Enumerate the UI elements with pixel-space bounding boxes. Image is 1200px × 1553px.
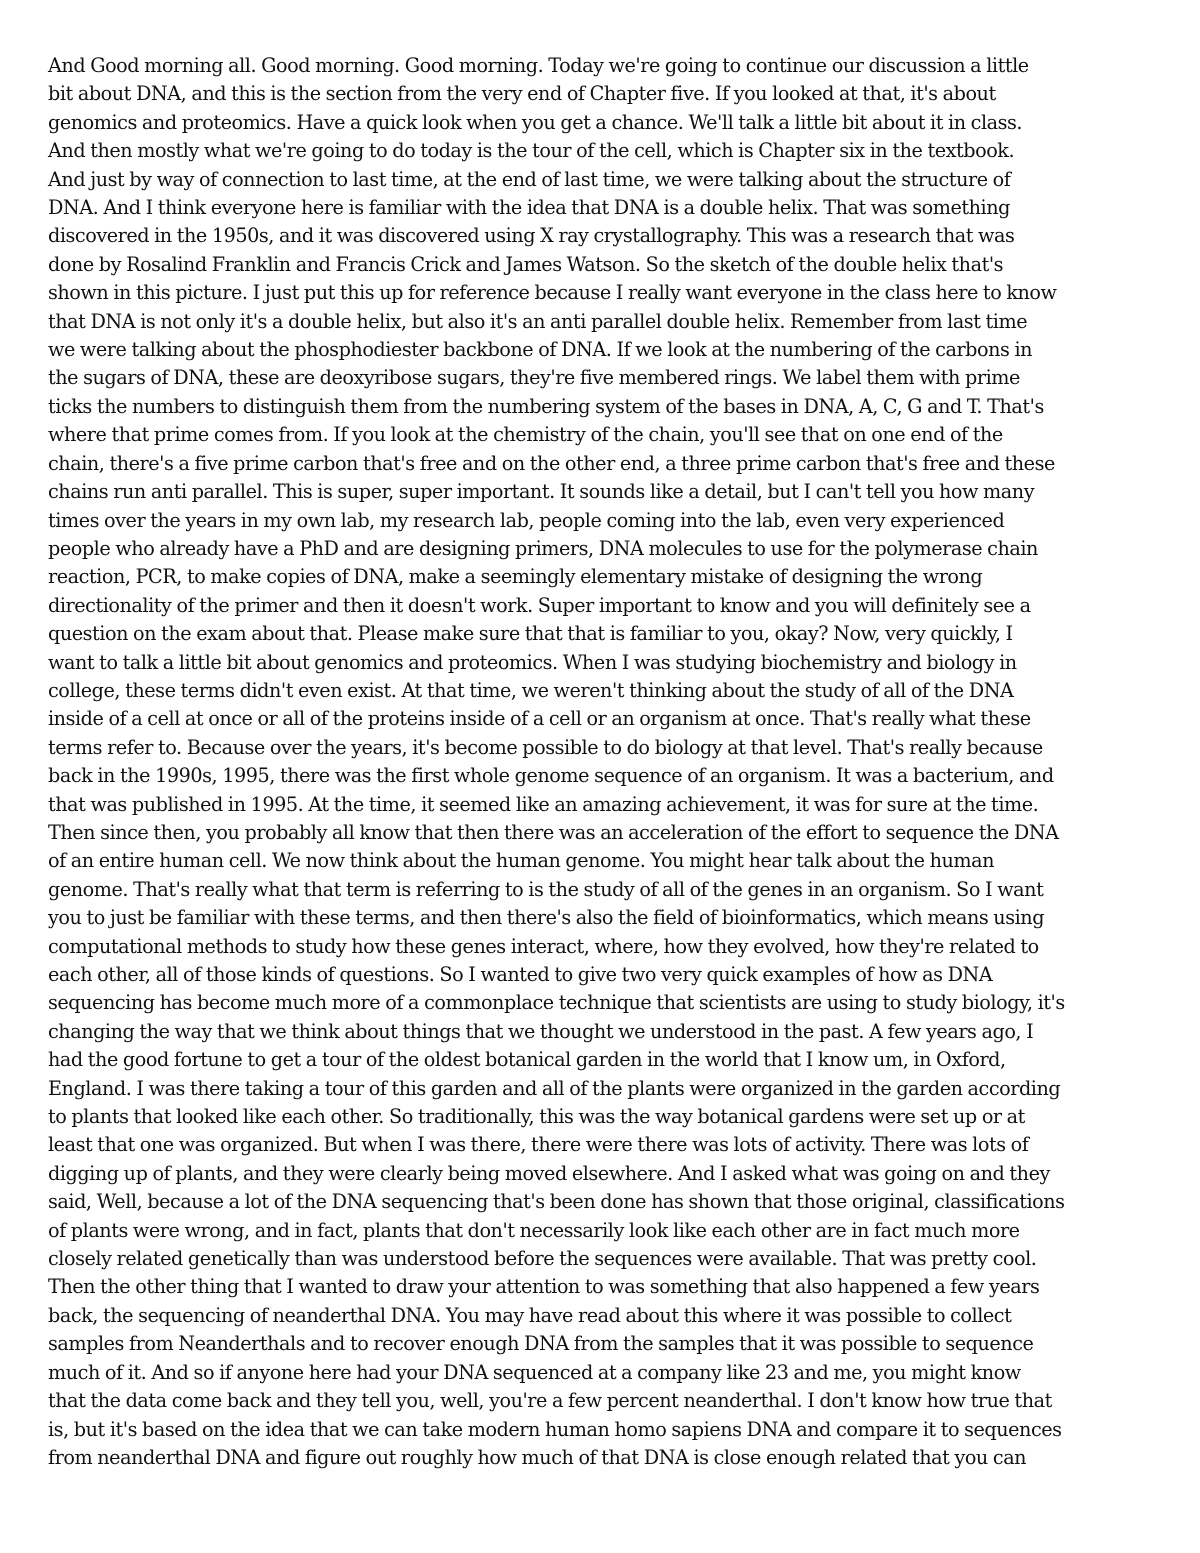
text-line: we were talking about the phosphodiester backbone of DNA. If we look at the numbering of the carbons in <box>48 338 1033 362</box>
text-line: computational methods to study how these genes interact, where, how they evolved, how they're related to <box>48 934 1039 958</box>
text-line: reaction, PCR, to make copies of DNA, make a seemingly elementary mistake of designing the wrong <box>48 565 983 589</box>
text-line: Then since then, you probably all know that then there was an acceleration of the effort to sequence the DNA <box>48 820 1059 844</box>
text-line: least that one was organized. But when I was there, there were there was lots of activity. There was lots of <box>48 1133 1029 1157</box>
text-line: that the data come back and they tell you, well, you're a few percent neanderthal. I don't know how true that <box>48 1389 1052 1413</box>
text-line: college, these terms didn't even exist. At that time, we weren't thinking about the study of all of the DNA <box>48 678 1014 702</box>
text-line: samples from Neanderthals and to recover enough DNA from the samples that it was possible to sequence <box>48 1332 1034 1356</box>
text-line: bit about DNA, and this is the section from the very end of Chapter five. If you looked at that, it's about <box>48 82 996 106</box>
text-line: want to talk a little bit about genomics and proteomics. When I was studying biochemistry and biology in <box>48 650 1017 674</box>
text-line: inside of a cell at once or all of the proteins inside of a cell or an organism at once. That's really what these <box>48 707 1031 731</box>
text-line: to plants that looked like each other. So traditionally, this was the way botanical gardens were set up or at <box>48 1105 1025 1129</box>
text-line: changing the way that we think about things that we thought we understood in the past. A few years ago, I <box>48 1019 1034 1043</box>
text-line: that DNA is not only it's a double helix, but also it's an anti parallel double helix. Remember from last time <box>48 309 1028 333</box>
text-line: chains run anti parallel. This is super, super important. It sounds like a detail, but I can't tell you how many <box>48 480 1035 504</box>
transcript-text <box>48 52 1158 1472</box>
text-line: DNA. And I think everyone here is familiar with the idea that DNA is a double helix. That was something <box>48 196 1010 220</box>
text-line: discovered in the 1950s, and it was discovered using X ray crystallography. This was a research that was <box>48 224 1015 248</box>
text-line: where that prime comes from. If you look at the chemistry of the chain, you'll see that on one end of the <box>48 423 1003 447</box>
text-line: of plants were wrong, and in fact, plants that don't necessarily look like each other are in fact much more <box>48 1218 1020 1242</box>
text-line: England. I was there taking a tour of this garden and all of the plants were organized in the garden according <box>48 1076 1061 1100</box>
text-line: the sugars of DNA, these are deoxyribose sugars, they're five membered rings. We label them with prime <box>48 366 1020 390</box>
text-line: is, but it's based on the idea that we can take modern human homo sapiens DNA and compare it to sequences <box>48 1417 1062 1441</box>
text-line: you to just be familiar with these terms, and then there's also the field of bioinformatics, which means using <box>48 906 1045 930</box>
text-line: times over the years in my own lab, my research lab, people coming into the lab, even very experienced <box>48 508 1005 532</box>
text-line: And just by way of connection to last time, at the end of last time, we were talking about the structure of <box>48 167 1011 191</box>
text-line: each other, all of those kinds of questions. So I wanted to give two very quick examples of how as DNA <box>48 963 993 986</box>
text-line: directionality of the primer and then it doesn't work. Super important to know and you will definitely see a <box>48 593 1031 617</box>
text-line: people who already have a PhD and are designing primers, DNA molecules to use for the polymerase chain <box>48 536 1038 560</box>
text-line: closely related genetically than was understood before the sequences were available. That was pretty cool. <box>48 1247 1037 1271</box>
text-line: done by Rosalind Franklin and Francis Crick and James Watson. So the sketch of the double helix that's <box>48 252 1004 276</box>
text-line: terms refer to. Because over the years, it's become possible to do biology at that level. That's really because <box>48 735 1043 759</box>
text-line: said, Well, because a lot of the DNA sequencing that's been done has shown that those original, classifications <box>48 1190 1065 1214</box>
text-line: question on the exam about that. Please make sure that that is familiar to you, okay? Now, very quickly, I <box>48 622 1013 646</box>
text-line: back in the 1990s, 1995, there was the first whole genome sequence of an organism. It was a bacterium, and <box>48 764 1054 788</box>
text-line: that was published in 1995. At the time, it seemed like an amazing achievement, it was for sure at the time. <box>48 792 1039 816</box>
text-line: from neanderthal DNA and figure out roughly how much of that DNA is close enough related that you can <box>48 1445 1027 1469</box>
text-line: ticks the numbers to distinguish them from the numbering system of the bases in DNA, A, C, G and T. That's <box>48 394 1044 418</box>
text-line: digging up of plants, and they were clearly being moved elsewhere. And I asked what was going on and they <box>48 1161 1050 1185</box>
text-line: genome. That's really what that term is referring to is the study of all of the genes in an organism. So I want <box>48 877 1044 901</box>
text-line: sequencing has become much more of a commonplace technique that scientists are using to study biology, it's <box>48 991 1065 1015</box>
text-line: shown in this picture. I just put this up for reference because I really want everyone in the class here to know <box>48 281 1057 305</box>
text-line: And Good morning all. Good morning. Good morning. Today we're going to continue our discussion a little <box>48 54 1029 77</box>
text-line: of an entire human cell. We now think about the human genome. You might hear talk about the human <box>48 849 995 873</box>
text-line: chain, there's a five prime carbon that's free and on the other end, a three prime carbon that's free and these <box>48 451 1055 475</box>
text-line: much of it. And so if anyone here had your DNA sequenced at a company like 23 and me, you might know <box>48 1360 1021 1384</box>
text-line: genomics and proteomics. Have a quick look when you get a chance. We'll talk a little bit about it in class. <box>48 110 1023 134</box>
text-line: back, the sequencing of neanderthal DNA. You may have read about this where it was possible to collect <box>48 1303 1012 1327</box>
text-line: had the good fortune to get a tour of the oldest botanical garden in the world that I know um, in Oxford, <box>48 1048 1006 1072</box>
text-line: And then mostly what we're going to do today is the tour of the cell, which is Chapter six in the textbook. <box>48 139 1015 163</box>
text-line: Then the other thing that I wanted to draw your attention to was something that also happened a few years <box>48 1275 1040 1299</box>
